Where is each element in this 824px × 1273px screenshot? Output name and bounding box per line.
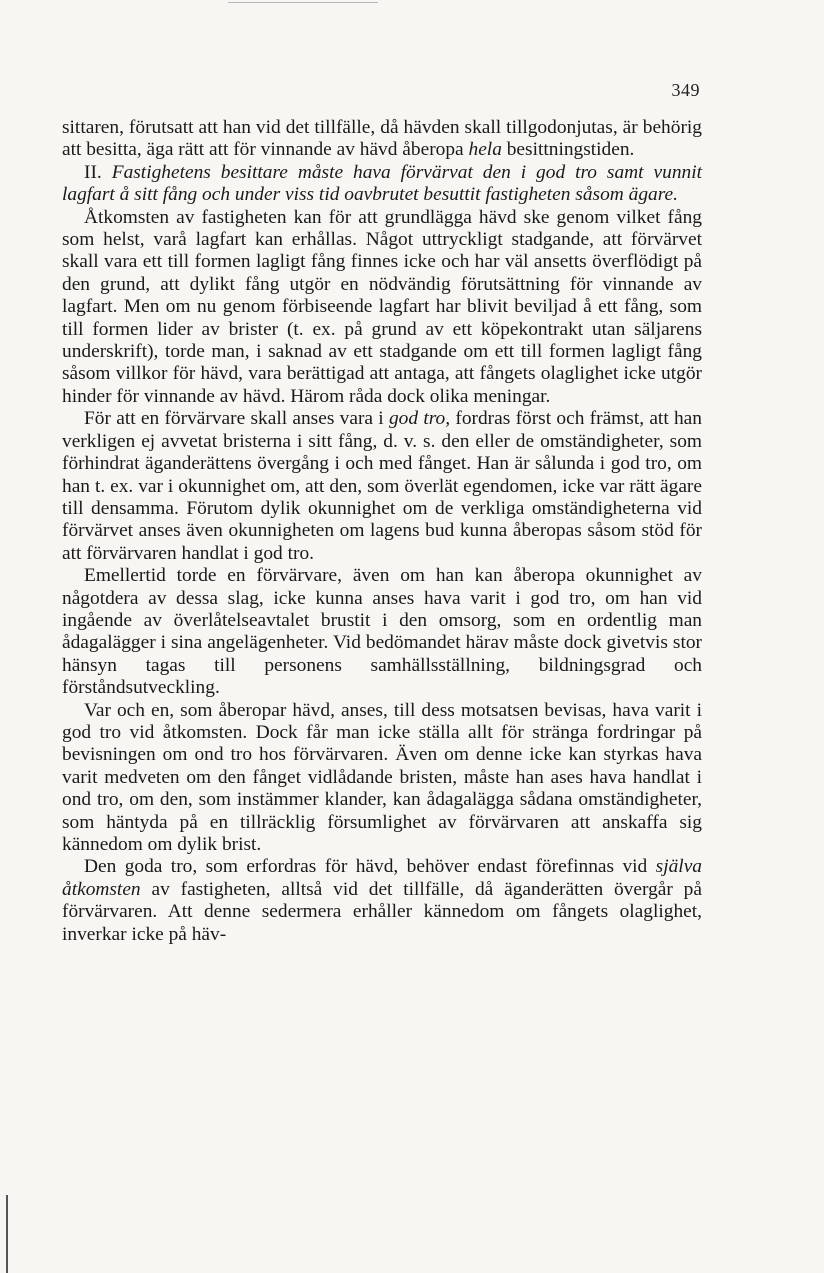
- paragraph-den-goda-tro-a: Den goda tro, som erfordras för hävd, behöver endast förefinnas vid: [84, 856, 656, 878]
- paragraph-den-goda-tro-emphasis: själva åtkomsten: [62, 856, 702, 900]
- section-number: II.: [84, 161, 102, 183]
- paragraph-den-goda-tro: [62, 856, 702, 946]
- section-thesis: Fastighetens besittare måste hava förvärvat den i god tro samt vunnit lagfart å sitt fång och under viss tid oavbrutet besuttit fastigheten såsom ägare.: [62, 161, 702, 206]
- paragraph-den-goda-tro-b: av fastigheten, alltså vid det tillfälle, då äganderätten övergår på förvärvaren. Att denne sedermera erhåller kännedom om fångets olaglighet, inverkar icke på häv-: [62, 878, 702, 945]
- paragraph-1-emphasis: hela: [468, 139, 502, 161]
- paragraph-var-och-en: Var och en, som åberopar hävd, anses, till dess motsatsen bevisas, hava varit i god tro vid åtkomsten. Dock får man icke ställa allt för stränga fordringar på bevisningen om ond tro hos förvärvaren. Även om denne icke kan styrkas hava varit medveten om den fånget vidlådande bristen, måste han ases hava handlat i ond tro, om den, som instämmer klander, kan ådagalägga sådana omständigheter, som häntyda på en tillräcklig försumlighet av förvärvaren att anskaffa sig kännedom om dylik brist.: [62, 699, 702, 855]
- top-rule: [228, 2, 378, 3]
- paragraph-atkomsten: Åtkomsten av fastigheten kan för att grundlägga hävd ske genom vilket fång som helst, varå lagfart kan erhållas. Något uttryckligt stadgande, att förvärvet skall vara ett till formen lagligt fång finnes icke och har väl ansetts överflödigt på den grund, att dylikt fång utgör en nödvändig förutsättning för vinnande av lagfart. Men om nu genom förbiseende lagfart har blivit beviljad å ett fång, som till formen lider av brister (t. ex. på grund av ett köpekontrakt utan säljarens underskrift), torde man, i saknad av ett stadgande om ett till formen lagligt fång såsom villkor för hävd, vara berättigad att antaga, att fångets olaglighet icke utgör hinder för vinnande av hävd. Härom råda dock olika meningar.: [62, 206, 702, 407]
- document-body: [62, 117, 702, 946]
- paragraph-god-tro-b: fordras först och främst, att han verkligen ej avvetat bristerna i sitt fång, d. v. s. den eller de omständigheter, som förhindrat äganderättens övergång i och med fånget. Han är sålunda i god tro, om han t. ex. var i okunnighet om, att den, som överlät egendomen, icke var rätt ägare till densamma. Förutom dylik okunnighet om de verkliga omständigheterna vid förvärvet anses även okunnigheten om lagens bud kunna åberopas såsom stöd för att förvärvaren handlat i god tro.: [62, 408, 702, 564]
- section-heading-ii: [62, 162, 702, 207]
- paragraph-1: [62, 117, 702, 162]
- page-number: 349: [671, 80, 700, 100]
- paragraph-1-text: sittaren, förutsatt att han vid det tillfälle, då hävden skall tillgodonjutas, är behörig att besitta, äga rätt att för vinnande av hävd åberopa: [62, 117, 702, 161]
- page-edge-mark: [6, 1195, 8, 1273]
- paragraph-emellertid: Emellertid torde en förvärvare, även om han kan åberopa okunnighet av någotdera av dessa slag, icke kunna anses hava varit i god tro, om han vid ingående av överlåtelseavtalet brustit i den omsorg, som en ordentlig man ådagalägger i sina angelägenheter. Vid bedömandet härav måste dock givetvis stor hänsyn tagas till personens samhällsställning, bildningsgrad och förståndsutveckling.: [62, 565, 702, 699]
- paragraph-god-tro-a: För att en förvärvare skall anses vara i: [84, 408, 389, 430]
- paragraph-1-end: besittningstiden.: [501, 139, 635, 161]
- paragraph-god-tro: [62, 408, 702, 565]
- paragraph-god-tro-emphasis: god tro,: [388, 408, 451, 430]
